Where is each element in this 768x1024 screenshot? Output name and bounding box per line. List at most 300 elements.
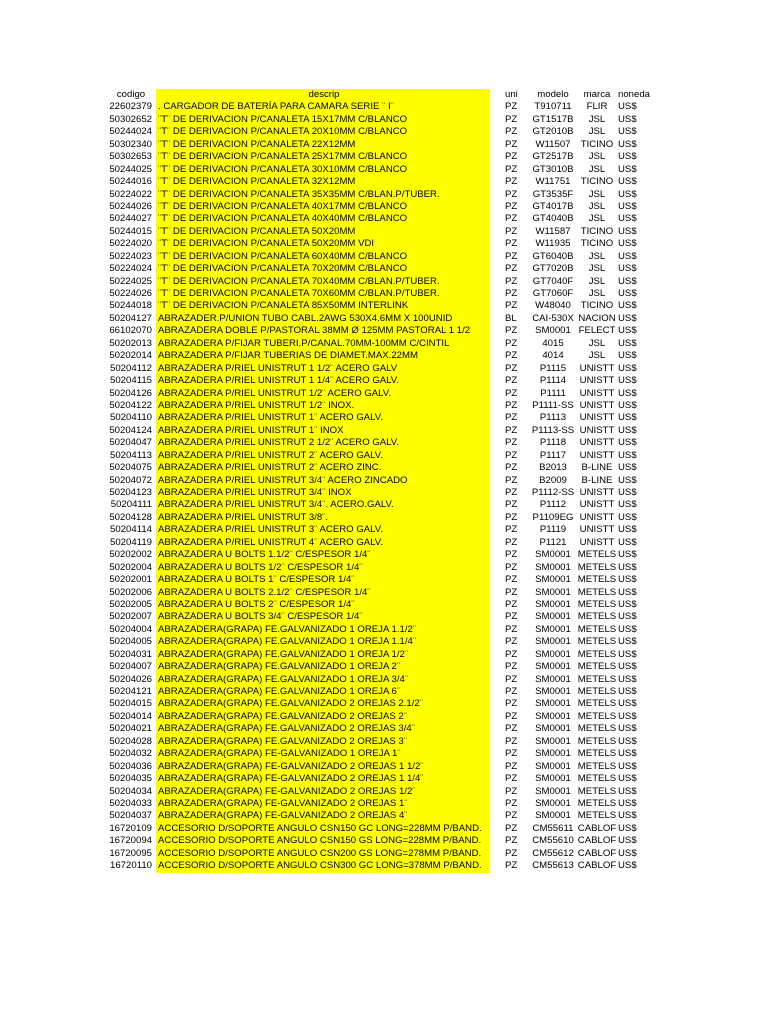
cell-code[interactable]: 50204033: [109, 797, 152, 809]
cell-brand[interactable]: TICINO: [580, 138, 614, 150]
cell-unit[interactable]: PZ: [505, 673, 518, 685]
cell-currency[interactable]: US$: [618, 860, 637, 872]
cell-model[interactable]: W11935: [535, 238, 571, 250]
cell-unit[interactable]: PZ: [505, 511, 518, 523]
cell-model[interactable]: SM0001: [535, 760, 571, 772]
cell-currency[interactable]: US$: [618, 499, 637, 511]
cell-brand[interactable]: METELS: [577, 760, 617, 772]
table-row[interactable]: [0, 176, 768, 188]
cell-model[interactable]: GT2010B: [532, 126, 574, 138]
cell-currency[interactable]: US$: [618, 636, 637, 648]
cell-brand[interactable]: METELS: [577, 686, 617, 697]
table-row[interactable]: [0, 164, 768, 176]
cell-model[interactable]: CAI-530X: [532, 312, 574, 324]
cell-unit[interactable]: PZ: [505, 399, 518, 411]
table-row[interactable]: [0, 587, 768, 599]
cell-brand[interactable]: METELS: [577, 623, 617, 635]
cell-model[interactable]: B2009: [539, 474, 567, 486]
cell-currency[interactable]: US$: [618, 188, 637, 200]
cell-model[interactable]: W11751: [535, 176, 571, 188]
cell-desc[interactable]: ABRAZADERA(GRAPA) FE-GALVANIZADO 2 OREJAS 1 1/4¨: [156, 773, 490, 785]
cell-desc[interactable]: ABRAZADERA P/RIEL UNISTRUT 3/4¨. ACERO.GALV.: [156, 499, 490, 511]
table-row[interactable]: [0, 425, 768, 437]
cell-desc[interactable]: ACCESORIO D/SOPORTE ANGULO CSN300 GC LONG=378MM P/BAND.: [156, 860, 490, 872]
cell-model[interactable]: GT7040F: [532, 275, 574, 287]
cell-currency[interactable]: US$: [618, 735, 637, 747]
cell-currency[interactable]: US$: [618, 163, 637, 175]
cell-currency[interactable]: US$: [618, 300, 637, 312]
cell-model[interactable]: P1112: [539, 499, 567, 511]
cell-desc[interactable]: ABRAZADERA U BOLTS 2.1/2¨ C/ESPESOR 1/4¨: [156, 587, 490, 599]
cell-brand[interactable]: JSL: [588, 263, 606, 275]
cell-currency[interactable]: US$: [618, 797, 637, 809]
table-row[interactable]: [0, 524, 768, 536]
cell-currency[interactable]: US$: [618, 773, 637, 785]
cell-currency[interactable]: US$: [618, 586, 637, 598]
cell-brand[interactable]: FELECT: [578, 325, 616, 337]
cell-unit[interactable]: PZ: [505, 213, 518, 225]
cell-code[interactable]: 50302340: [109, 138, 152, 150]
cell-brand[interactable]: METELS: [577, 574, 617, 586]
cell-model[interactable]: SM0001: [535, 648, 571, 660]
cell-code[interactable]: 50202004: [109, 561, 152, 573]
cell-code[interactable]: 50204004: [109, 623, 152, 635]
cell-desc[interactable]: ¨T¨ DE DERIVACION P/CANALETA 70X20MM C/BLANCO: [156, 263, 490, 275]
cell-unit[interactable]: PZ: [505, 524, 518, 536]
cell-unit[interactable]: PZ: [505, 263, 518, 275]
cell-desc[interactable]: ABRAZADERA P/RIEL UNISTRUT 1/2¨ INOX.: [156, 400, 490, 412]
cell-brand[interactable]: METELS: [577, 698, 617, 710]
cell-brand[interactable]: JSL: [588, 288, 606, 299]
table-row[interactable]: [0, 748, 768, 760]
table-row[interactable]: [0, 139, 768, 151]
cell-unit[interactable]: PZ: [505, 586, 518, 598]
cell-model[interactable]: CM55610: [532, 835, 574, 847]
cell-code[interactable]: 50202001: [109, 574, 152, 586]
cell-brand[interactable]: UNISTT: [579, 511, 615, 523]
cell-model[interactable]: T910711: [534, 101, 572, 113]
cell-desc[interactable]: ¨T¨ DE DERIVACION P/CANALETA 40X17MM C/BLANCO: [156, 201, 490, 213]
cell-currency[interactable]: US$: [618, 213, 637, 225]
cell-model[interactable]: SM0001: [535, 586, 571, 598]
cell-brand[interactable]: METELS: [577, 673, 617, 685]
cell-desc[interactable]: ABRAZADERA U BOLTS 2¨ C/ESPESOR 1/4¨: [156, 599, 490, 611]
cell-desc[interactable]: ABRAZADERA P/FIJAR TUBERI.P/CANAL.70MM-100MM C/CINTIL: [156, 338, 490, 350]
cell-currency[interactable]: US$: [618, 412, 637, 424]
table-row[interactable]: [0, 325, 768, 337]
cell-model[interactable]: GT7020B: [532, 263, 574, 275]
cell-brand[interactable]: UNISTT: [579, 412, 615, 424]
cell-currency[interactable]: US$: [618, 574, 637, 586]
cell-code[interactable]: 50244024: [109, 126, 152, 138]
cell-desc[interactable]: ABRAZADERA(GRAPA) FE-GALVANIZADO 2 OREJAS 1/2¨: [156, 786, 490, 798]
cell-model[interactable]: SM0001: [535, 810, 571, 822]
cell-unit[interactable]: PZ: [505, 188, 518, 200]
cell-brand[interactable]: B-LINE: [581, 462, 613, 474]
cell-brand[interactable]: METELS: [577, 661, 617, 673]
cell-desc[interactable]: ABRAZADER.P/UNION TUBO CABL.2AWG 530X4.6MM X 100UNID: [156, 313, 490, 325]
table-row[interactable]: [0, 400, 768, 412]
cell-currency[interactable]: US$: [618, 487, 637, 498]
cell-model[interactable]: P1113: [539, 412, 567, 424]
cell-unit[interactable]: PZ: [505, 424, 518, 436]
cell-code[interactable]: 50204007: [109, 661, 152, 673]
cell-brand[interactable]: METELS: [577, 549, 617, 561]
cell-model[interactable]: P1114: [539, 375, 567, 387]
cell-model[interactable]: SM0001: [535, 549, 571, 561]
cell-desc[interactable]: ABRAZADERA(GRAPA) FE.GALVANIZADO 2 OREJAS 3¨: [156, 736, 490, 748]
cell-code[interactable]: 50244025: [109, 163, 152, 175]
table-row[interactable]: [0, 475, 768, 487]
cell-model[interactable]: GT4040B: [532, 213, 574, 225]
cell-code[interactable]: 50202005: [109, 598, 152, 610]
cell-desc[interactable]: ABRAZADERA(GRAPA) FE.GALVANIZADO 1 OREJA 1.1/4¨: [156, 636, 490, 648]
cell-code[interactable]: 50204015: [109, 698, 152, 710]
cell-currency[interactable]: US$: [618, 611, 637, 623]
table-row[interactable]: [0, 263, 768, 275]
cell-code[interactable]: 16720094: [109, 835, 152, 847]
cell-brand[interactable]: JSL: [588, 163, 606, 175]
table-row[interactable]: [0, 860, 768, 872]
cell-currency[interactable]: US$: [618, 138, 637, 150]
cell-desc[interactable]: ¨T¨ DE DERIVACION P/CANALETA 60X40MM C/BLANCO: [156, 251, 490, 263]
cell-code[interactable]: 50244027: [109, 213, 152, 225]
table-row[interactable]: [0, 363, 768, 375]
table-row[interactable]: [0, 711, 768, 723]
cell-desc[interactable]: ABRAZADERA DOBLE P/PASTORAL 38MM Ø 125MM PASTORAL 1 1/2: [156, 325, 490, 337]
cell-currency[interactable]: US$: [618, 424, 637, 436]
cell-desc[interactable]: ABRAZADERA(GRAPA) FE.GALVANIZADO 1 OREJA 2¨: [156, 661, 490, 673]
cell-code[interactable]: 50204028: [109, 735, 152, 747]
cell-desc[interactable]: ¨T¨ DE DERIVACION P/CANALETA 22X12MM: [156, 139, 490, 151]
cell-brand[interactable]: JSL: [588, 113, 606, 125]
cell-currency[interactable]: US$: [618, 325, 637, 337]
table-row[interactable]: [0, 375, 768, 387]
cell-brand[interactable]: METELS: [577, 723, 617, 735]
cell-code[interactable]: 50204032: [109, 748, 152, 760]
cell-desc[interactable]: ABRAZADERA(GRAPA) FE-GALVANIZADO 2 OREJAS 4¨: [156, 810, 490, 822]
cell-code[interactable]: 50202007: [109, 611, 152, 623]
cell-code[interactable]: 22602379: [109, 101, 152, 113]
cell-unit[interactable]: PZ: [505, 648, 518, 660]
cell-brand[interactable]: TICINO: [580, 225, 614, 237]
cell-code[interactable]: 50204113: [110, 449, 152, 461]
table-row[interactable]: [0, 574, 768, 586]
cell-brand[interactable]: METELS: [577, 636, 617, 648]
table-row[interactable]: [0, 114, 768, 126]
table-row[interactable]: [0, 437, 768, 449]
cell-unit[interactable]: BL: [505, 312, 517, 324]
cell-model[interactable]: SM0001: [535, 673, 571, 685]
cell-brand[interactable]: CABLOF: [577, 860, 617, 872]
cell-code[interactable]: 50204121: [109, 686, 152, 697]
cell-code[interactable]: 50224026: [109, 288, 152, 299]
cell-unit[interactable]: PZ: [505, 835, 518, 847]
cell-currency[interactable]: US$: [618, 312, 637, 324]
table-row[interactable]: [0, 276, 768, 288]
cell-model[interactable]: SM0001: [535, 598, 571, 610]
cell-unit[interactable]: PZ: [505, 847, 518, 859]
cell-unit[interactable]: PZ: [505, 362, 518, 374]
cell-code[interactable]: 50204111: [110, 499, 152, 511]
cell-brand[interactable]: METELS: [577, 561, 617, 573]
cell-model[interactable]: SM0001: [535, 661, 571, 673]
cell-desc[interactable]: ¨T¨ DE DERIVACION P/CANALETA 70X40MM C/BLAN.P/TUBER.: [156, 276, 490, 288]
cell-model[interactable]: GT3010B: [532, 163, 574, 175]
cell-code[interactable]: 50224025: [109, 275, 152, 287]
table-row[interactable]: [0, 599, 768, 611]
cell-model[interactable]: SM0001: [535, 574, 571, 586]
cell-brand[interactable]: CABLOF: [577, 822, 617, 834]
cell-unit[interactable]: PZ: [505, 350, 518, 362]
cell-currency[interactable]: US$: [618, 113, 637, 125]
cell-model[interactable]: P1117: [539, 449, 567, 461]
cell-unit[interactable]: PZ: [505, 785, 518, 797]
cell-model[interactable]: SM0001: [535, 735, 571, 747]
cell-unit[interactable]: PZ: [505, 611, 518, 623]
cell-unit[interactable]: PZ: [505, 200, 518, 212]
cell-currency[interactable]: US$: [618, 288, 637, 299]
cell-currency[interactable]: US$: [618, 275, 637, 287]
cell-model[interactable]: GT6040B: [532, 250, 574, 262]
cell-unit[interactable]: PZ: [505, 325, 518, 337]
cell-unit[interactable]: PZ: [505, 574, 518, 586]
table-row[interactable]: [0, 611, 768, 623]
cell-model[interactable]: P1115: [539, 362, 567, 374]
cell-desc[interactable]: ABRAZADERA(GRAPA) FE-GALVANIZADO 2 OREJAS 1 1/2¨: [156, 761, 490, 773]
table-row[interactable]: [0, 624, 768, 636]
cell-code[interactable]: 50244016: [109, 176, 152, 188]
cell-brand[interactable]: METELS: [577, 710, 617, 722]
cell-brand[interactable]: METELS: [577, 598, 617, 610]
cell-brand[interactable]: JSL: [588, 213, 606, 225]
cell-code[interactable]: 50204005: [109, 636, 152, 648]
cell-code[interactable]: 50204124: [109, 424, 152, 436]
cell-desc[interactable]: ¨T¨ DE DERIVACION P/CANALETA 25X17MM C/BLANCO: [156, 151, 490, 163]
cell-model[interactable]: P1121: [539, 536, 567, 548]
table-row[interactable]: [0, 499, 768, 511]
cell-model[interactable]: SM0001: [535, 561, 571, 573]
cell-currency[interactable]: US$: [618, 362, 637, 374]
cell-code[interactable]: 50224020: [109, 238, 152, 250]
cell-model[interactable]: GT2517B: [532, 151, 574, 163]
cell-model[interactable]: W11587: [535, 225, 571, 237]
cell-currency[interactable]: US$: [618, 847, 637, 859]
cell-currency[interactable]: US$: [618, 623, 637, 635]
cell-desc[interactable]: ¨T¨ DE DERIVACION P/CANALETA 50X20MM: [156, 226, 490, 238]
cell-code[interactable]: 50202002: [109, 549, 152, 561]
table-row[interactable]: [0, 773, 768, 785]
cell-currency[interactable]: US$: [618, 101, 637, 113]
cell-code[interactable]: 50244026: [109, 200, 152, 212]
cell-brand[interactable]: CABLOF: [577, 847, 617, 859]
cell-model[interactable]: P1113-SS: [531, 424, 575, 436]
cell-model[interactable]: CM55612: [532, 847, 574, 859]
cell-currency[interactable]: US$: [618, 225, 637, 237]
cell-unit[interactable]: PZ: [505, 474, 518, 486]
cell-model[interactable]: SM0001: [535, 748, 571, 760]
cell-brand[interactable]: JSL: [588, 250, 606, 262]
cell-currency[interactable]: US$: [618, 387, 637, 399]
cell-currency[interactable]: US$: [618, 661, 637, 673]
cell-brand[interactable]: UNISTT: [579, 487, 615, 498]
cell-desc[interactable]: ABRAZADERA P/RIEL UNISTRUT 3/8¨.: [156, 512, 490, 524]
cell-brand[interactable]: JSL: [588, 200, 606, 212]
cell-brand[interactable]: JSL: [588, 350, 606, 362]
cell-currency[interactable]: US$: [618, 151, 637, 163]
cell-desc[interactable]: ACCESORIO D/SOPORTE ANGULO CSN200 GS LONG=278MM P/BAND.: [156, 848, 490, 860]
cell-brand[interactable]: UNISTT: [579, 424, 615, 436]
cell-desc[interactable]: ABRAZADERA P/FIJAR TUBERIAS DE DIAMET.MAX.22MM: [156, 350, 490, 362]
cell-model[interactable]: P1112-SS: [531, 487, 575, 498]
cell-model[interactable]: SM0001: [535, 723, 571, 735]
cell-desc[interactable]: ¨T¨ DE DERIVACION P/CANALETA 15X17MM C/BLANCO: [156, 114, 490, 126]
cell-desc[interactable]: ¨T¨ DE DERIVACION P/CANALETA 35X35MM C/BLAN.P/TUBER.: [156, 189, 490, 201]
cell-brand[interactable]: UNISTT: [579, 524, 615, 536]
cell-model[interactable]: SM0001: [535, 623, 571, 635]
cell-unit[interactable]: PZ: [505, 822, 518, 834]
cell-desc[interactable]: ¨T¨ DE DERIVACION P/CANALETA 50X20MM VDI: [156, 238, 490, 250]
cell-brand[interactable]: JSL: [588, 275, 606, 287]
cell-currency[interactable]: US$: [618, 835, 637, 847]
cell-desc[interactable]: ABRAZADERA P/RIEL UNISTRUT 3/4¨ ACERO ZINCADO: [156, 475, 490, 487]
cell-model[interactable]: GT1517B: [532, 113, 574, 125]
cell-model[interactable]: GT3535F: [532, 188, 574, 200]
cell-model[interactable]: P1119: [539, 524, 567, 536]
cell-desc[interactable]: ¨T¨ DE DERIVACION P/CANALETA 32X12MM: [156, 176, 490, 188]
table-row[interactable]: [0, 674, 768, 686]
cell-unit[interactable]: PZ: [505, 735, 518, 747]
table-row[interactable]: [0, 388, 768, 400]
table-row[interactable]: [0, 462, 768, 474]
cell-code[interactable]: 50204072: [109, 474, 152, 486]
cell-currency[interactable]: US$: [618, 561, 637, 573]
cell-model[interactable]: SM0001: [535, 636, 571, 648]
cell-unit[interactable]: PZ: [505, 860, 518, 872]
table-row[interactable]: [0, 798, 768, 810]
cell-unit[interactable]: PZ: [505, 238, 518, 250]
cell-currency[interactable]: US$: [618, 437, 637, 449]
table-row[interactable]: [0, 450, 768, 462]
cell-unit[interactable]: PZ: [505, 748, 518, 760]
cell-code[interactable]: 50302652: [109, 113, 152, 125]
cell-code[interactable]: 50204119: [110, 536, 152, 548]
cell-unit[interactable]: PZ: [505, 487, 518, 498]
table-row[interactable]: [0, 835, 768, 847]
cell-code[interactable]: 50244015: [109, 225, 152, 237]
cell-unit[interactable]: PZ: [505, 250, 518, 262]
cell-code[interactable]: 50204034: [109, 785, 152, 797]
cell-code[interactable]: 50204126: [109, 387, 152, 399]
cell-unit[interactable]: PZ: [505, 561, 518, 573]
cell-currency[interactable]: US$: [618, 723, 637, 735]
cell-brand[interactable]: NACION: [578, 312, 616, 324]
cell-unit[interactable]: PZ: [505, 710, 518, 722]
cell-unit[interactable]: PZ: [505, 176, 518, 188]
cell-unit[interactable]: PZ: [505, 536, 518, 548]
cell-currency[interactable]: US$: [618, 710, 637, 722]
cell-desc[interactable]: ABRAZADERA(GRAPA) FE.GALVANIZADO 2 OREJAS 2¨: [156, 711, 490, 723]
cell-unit[interactable]: PZ: [505, 138, 518, 150]
cell-unit[interactable]: PZ: [505, 387, 518, 399]
cell-currency[interactable]: US$: [618, 760, 637, 772]
cell-desc[interactable]: ABRAZADERA P/RIEL UNISTRUT 1/2¨ ACERO GALV.: [156, 388, 490, 400]
cell-unit[interactable]: PZ: [505, 661, 518, 673]
table-row[interactable]: [0, 549, 768, 561]
cell-desc[interactable]: ABRAZADERA(GRAPA) FE.GALVANIZADO 1 OREJA 3/4¨: [156, 674, 490, 686]
table-row[interactable]: [0, 300, 768, 312]
cell-brand[interactable]: METELS: [577, 586, 617, 598]
cell-desc[interactable]: ¨T¨ DE DERIVACION P/CANALETA 85X50MM INTERLINK: [156, 300, 490, 312]
table-row[interactable]: [0, 761, 768, 773]
table-row[interactable]: [0, 786, 768, 798]
table-row[interactable]: [0, 562, 768, 574]
table-row[interactable]: [0, 338, 768, 350]
cell-unit[interactable]: PZ: [505, 449, 518, 461]
cell-desc[interactable]: ACCESORIO D/SOPORTE ANGULO CSN150 GS LONG=228MM P/BAND.: [156, 835, 490, 847]
cell-currency[interactable]: US$: [618, 200, 637, 212]
cell-currency[interactable]: US$: [618, 673, 637, 685]
cell-unit[interactable]: PZ: [505, 337, 518, 349]
cell-code[interactable]: 50204035: [109, 773, 152, 785]
cell-model[interactable]: SM0001: [535, 785, 571, 797]
cell-unit[interactable]: PZ: [505, 126, 518, 138]
cell-model[interactable]: 4015: [542, 337, 564, 349]
cell-currency[interactable]: US$: [618, 350, 637, 362]
cell-code[interactable]: 16720110: [110, 860, 152, 872]
cell-unit[interactable]: PZ: [505, 275, 518, 287]
cell-currency[interactable]: US$: [618, 748, 637, 760]
cell-code[interactable]: 50224023: [109, 250, 152, 262]
table-row[interactable]: [0, 238, 768, 250]
table-row[interactable]: [0, 698, 768, 710]
cell-currency[interactable]: US$: [618, 511, 637, 523]
cell-unit[interactable]: PZ: [505, 300, 518, 312]
cell-code[interactable]: 66102070: [109, 325, 152, 337]
cell-code[interactable]: 50302653: [109, 151, 152, 163]
cell-brand[interactable]: TICINO: [580, 176, 614, 188]
table-row[interactable]: [0, 101, 768, 113]
cell-code[interactable]: 50204014: [109, 710, 152, 722]
cell-code[interactable]: 50224022: [109, 188, 152, 200]
cell-brand[interactable]: FLIR: [586, 101, 608, 113]
table-row[interactable]: [0, 487, 768, 499]
table-row[interactable]: [0, 251, 768, 263]
cell-model[interactable]: SM0001: [535, 325, 571, 337]
table-row[interactable]: [0, 736, 768, 748]
cell-desc[interactable]: . CARGADOR DE BATERÍA PARA CAMARA SERIE ¨ I¨: [156, 101, 490, 113]
cell-currency[interactable]: US$: [618, 549, 637, 561]
table-row[interactable]: [0, 823, 768, 835]
cell-brand[interactable]: UNISTT: [579, 387, 615, 399]
cell-unit[interactable]: PZ: [505, 499, 518, 511]
table-row[interactable]: [0, 213, 768, 225]
cell-model[interactable]: P1111: [540, 387, 566, 399]
cell-unit[interactable]: PZ: [505, 288, 518, 299]
cell-model[interactable]: CM55613: [532, 860, 574, 872]
cell-desc[interactable]: ABRAZADERA P/RIEL UNISTRUT 2 1/2¨ ACERO GALV.: [156, 437, 490, 449]
cell-unit[interactable]: PZ: [505, 636, 518, 648]
cell-currency[interactable]: US$: [618, 337, 637, 349]
cell-currency[interactable]: US$: [618, 399, 637, 411]
table-row[interactable]: [0, 686, 768, 698]
cell-code[interactable]: 50204037: [109, 810, 152, 822]
cell-model[interactable]: SM0001: [535, 698, 571, 710]
cell-unit[interactable]: PZ: [505, 151, 518, 163]
cell-currency[interactable]: US$: [618, 462, 637, 474]
cell-brand[interactable]: METELS: [577, 735, 617, 747]
cell-brand[interactable]: B-LINE: [581, 474, 613, 486]
